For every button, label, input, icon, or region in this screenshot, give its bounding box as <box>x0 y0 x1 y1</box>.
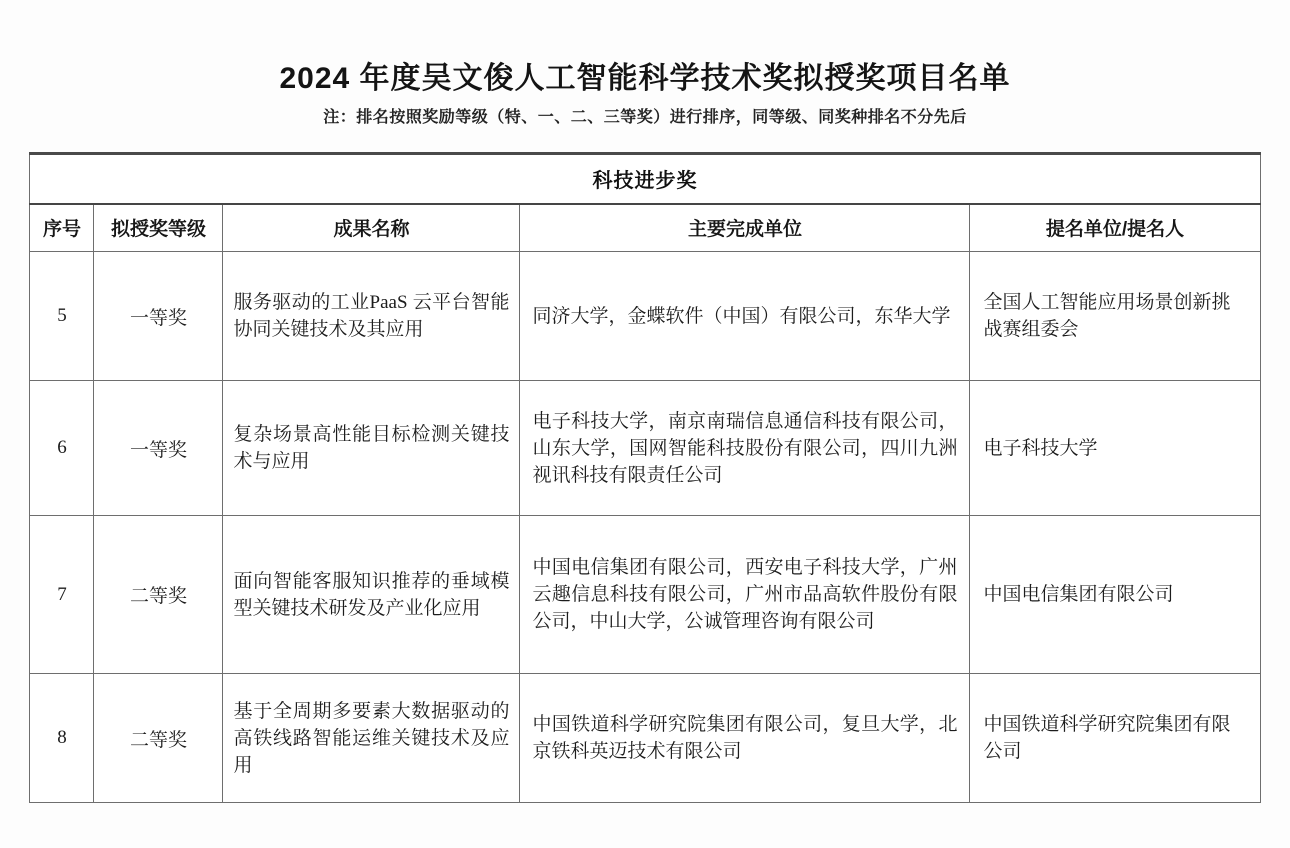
row-completing-units: 中国电信集团有限公司，西安电子科技大学，广州云趣信息科技有限公司，广州市品高软件股份有限公司，中山大学，公诚管理咨询有限公司 <box>520 516 970 674</box>
row-achievement-name: 复杂场景高性能目标检测关键技术与应用 <box>223 381 520 516</box>
row-no: 7 <box>30 516 94 674</box>
col-header-name: 成果名称 <box>223 204 520 252</box>
table-row <box>30 381 1260 516</box>
page-title: 2024 年度吴文俊人工智能科学技术奖拟授奖项目名单 <box>279 62 1011 95</box>
category-header: 科技进步奖 <box>30 154 1260 204</box>
row-nominator: 中国电信集团有限公司 <box>970 516 1260 674</box>
row-completing-units: 电子科技大学，南京南瑞信息通信科技有限公司，山东大学，国网智能科技股份有限公司，四川九洲视讯科技有限责任公司 <box>520 381 970 516</box>
row-completing-units: 中国铁道科学研究院集团有限公司，复旦大学，北京铁科英迈技术有限公司 <box>520 674 970 803</box>
col-header-units: 主要完成单位 <box>520 204 970 252</box>
row-no: 8 <box>30 674 94 803</box>
row-nominator: 电子科技大学 <box>970 381 1260 516</box>
row-no: 6 <box>30 381 94 516</box>
table-row <box>30 516 1260 674</box>
row-grade: 一等奖 <box>94 381 223 516</box>
ranking-note: 注：排名按照奖励等级（特、一、二、三等奖）进行排序，同等级、同奖种排名不分先后 <box>323 109 967 126</box>
row-achievement-name: 服务驱动的工业PaaS 云平台智能协同关键技术及其应用 <box>223 252 520 381</box>
row-nominator: 全国人工智能应用场景创新挑战赛组委会 <box>970 252 1260 381</box>
row-grade: 二等奖 <box>94 674 223 803</box>
row-achievement-name: 基于全周期多要素大数据驱动的高铁线路智能运维关键技术及应用 <box>223 674 520 803</box>
col-header-nominator: 提名单位/提名人 <box>970 204 1260 252</box>
row-nominator: 中国铁道科学研究院集团有限公司 <box>970 674 1260 803</box>
category-header-row <box>30 154 1260 204</box>
row-grade: 一等奖 <box>94 252 223 381</box>
col-header-grade: 拟授奖等级 <box>94 204 223 252</box>
awards-table <box>29 152 1260 803</box>
table-row <box>30 674 1260 803</box>
row-completing-units: 同济大学，金蝶软件（中国）有限公司，东华大学 <box>520 252 970 381</box>
document-header <box>0 0 1290 128</box>
row-no: 5 <box>30 252 94 381</box>
column-header-row <box>30 204 1260 252</box>
table-row <box>30 252 1260 381</box>
row-grade: 二等奖 <box>94 516 223 674</box>
row-achievement-name: 面向智能客服知识推荐的垂域模型关键技术研发及产业化应用 <box>223 516 520 674</box>
col-header-no: 序号 <box>30 204 94 252</box>
